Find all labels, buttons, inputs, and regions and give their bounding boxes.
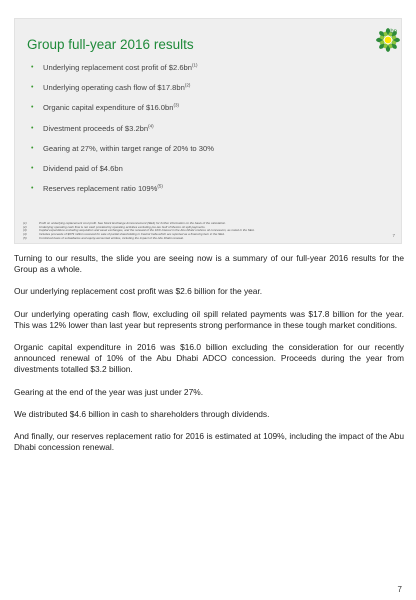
bullet-item: • Gearing at 27%, within target range of 20% to 30% bbox=[31, 143, 214, 153]
paragraph: Gearing at the end of the year was just under 27%. bbox=[14, 386, 204, 397]
bullet-item: • Dividend paid of $4.6bn bbox=[31, 163, 123, 173]
footnote: (4) Includes proceeds of $979 million received for sale of partial shareholding in Castrol India which are reported as a financing item in the SEA. bbox=[23, 232, 225, 237]
footnote: (3) Capital expenditure excluding acquisition and asset exchanges, and the renewal of the 10% interest in the Abu Dhabi onshore oil concession, as noted in the SEA. bbox=[23, 228, 255, 233]
bullet-item: • Divestment proceeds of $\$3.2bn^{(4)}$ bbox=[31, 123, 154, 133]
bullet-dot-icon: • bbox=[31, 144, 34, 152]
footnote: (5) Combined basis of subsidiaries and equity-accounted entities, including the impact of the Abu Dhabi renewal. bbox=[23, 235, 184, 240]
paragraph: Turning to our results, the slide you are seeing now is a summary of our full-year 2016 results for the Group as a whole. bbox=[14, 253, 404, 275]
paragraph: Organic capital expenditure in 2016 was $16.0 billion excluding the consideration for our recently announced renewal of 10% of the Abu Dhabi ADCO concession. Proceeds during the year from divestments totalled $3.2 billion. bbox=[14, 342, 404, 375]
bullet-dot-icon: • bbox=[31, 185, 34, 193]
paragraph: We distributed $4.6 billion in cash to shareholders through dividends. bbox=[14, 408, 270, 419]
bullet-dot-icon: • bbox=[31, 84, 34, 92]
bullet-item: • Reserves replacement ratio 109%$^{(5)}$ bbox=[31, 183, 163, 194]
bullet-item: • Underlying replacement cost profit of $\$2.6bn^{(1)}$ bbox=[31, 62, 198, 72]
transcript-body bbox=[14, 253, 404, 464]
page-number: 7 bbox=[397, 585, 402, 594]
bullet-dot-icon: • bbox=[31, 64, 34, 71]
paragraph: Our underlying operating cash flow, excluding oil spill related payments was $17.8 billion for the year. This was 12% lower than last year but represents strong performance in these tough market conditions. bbox=[14, 308, 404, 330]
slide-panel bbox=[14, 18, 402, 244]
footnote: (1) Profit on underlying replacement cost profit. See Stock Exchange Announcement (SEA) for further information on the basis of the calculation. bbox=[23, 221, 226, 225]
results-bullet-list bbox=[31, 63, 214, 204]
paragraph: And finally, our reserves replacement ratio for 2016 is estimated at 109%, including the impact of the Abu Dhabi concession renewal. bbox=[14, 431, 404, 453]
footnote: (2) Underlying operating cash flow is net cash provided by operating activities excluding pre-tax Gulf of Mexico oil spill payments. bbox=[23, 224, 206, 229]
bp-logo-text: bp bbox=[390, 29, 397, 35]
bullet-item: • Organic capital expenditure of $\$16.0bn^{(3)}$ bbox=[31, 102, 179, 113]
slide-number: 7 bbox=[392, 233, 395, 238]
paragraph: Our underlying replacement cost profit was $2.6 billion for the year. bbox=[14, 286, 263, 297]
slide-title: Group full-year 2016 results bbox=[27, 37, 194, 52]
bullet-dot-icon: • bbox=[31, 164, 34, 172]
bp-helios-logo bbox=[376, 27, 400, 57]
bullet-dot-icon: • bbox=[31, 104, 34, 112]
slide-footnotes bbox=[23, 222, 255, 241]
bullet-dot-icon: • bbox=[31, 124, 34, 132]
bullet-item: • Underlying operating cash flow of $\$17.8bn^{(2)}$ bbox=[31, 82, 191, 93]
